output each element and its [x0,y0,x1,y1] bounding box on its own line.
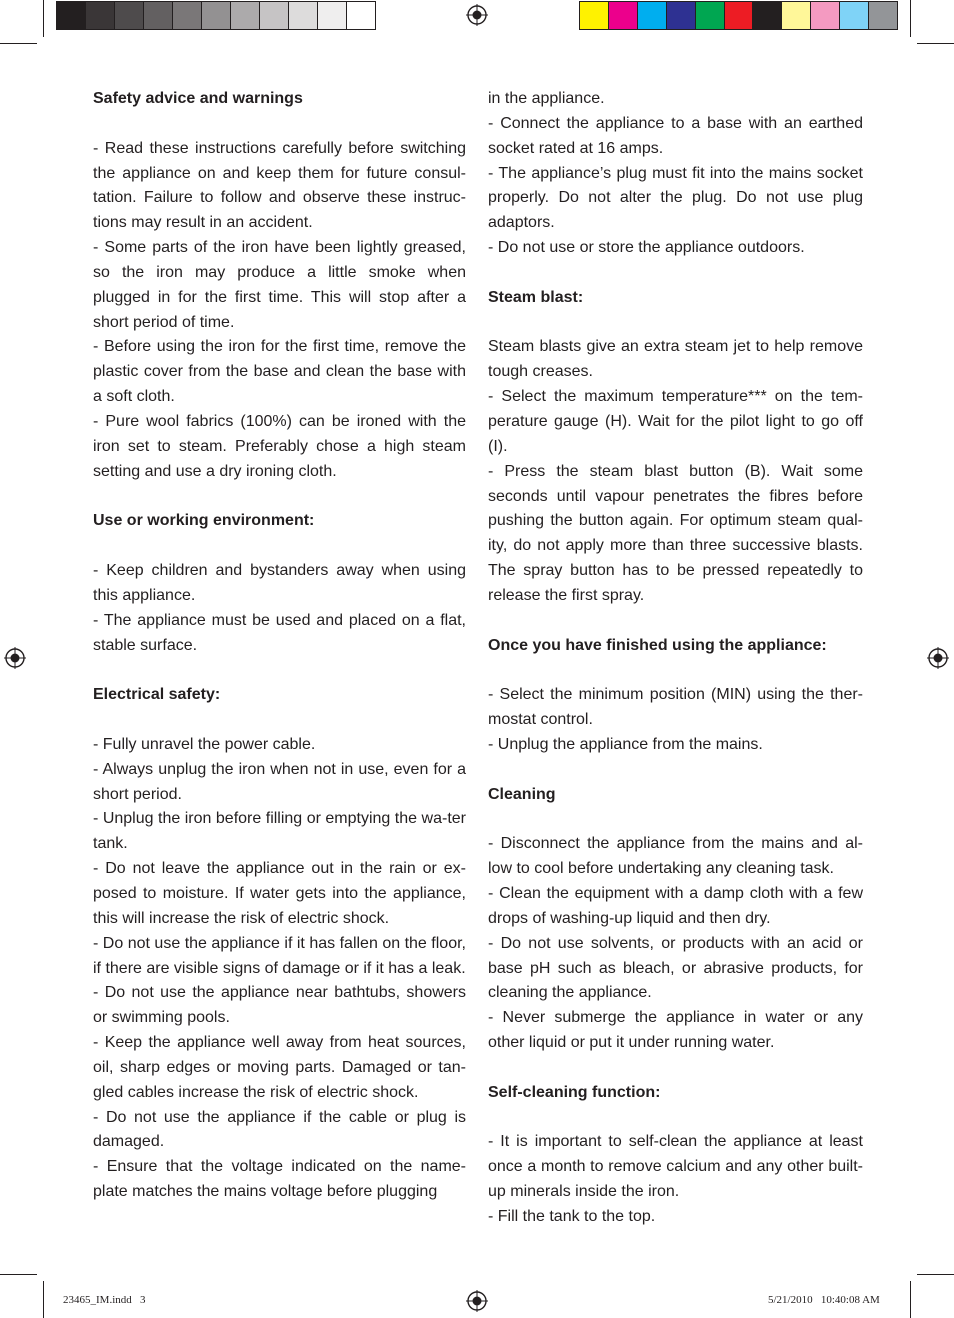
section-heading: Safety advice and warnings [93,90,303,107]
registration-mark-icon [466,1290,488,1312]
paragraph: - Select the minimum position (MIN) using the ther-mostat control. [488,686,863,729]
paragraph: - Fill the tank to the top. [488,1207,656,1225]
paragraph: in the appliance. [488,90,605,107]
paragraph: - Do not use the appliance near bathtubs, showers or swimming pools. [93,984,466,1027]
color-swatch [839,2,868,29]
slug-filename: 23465_IM.indd 3 [63,1294,146,1306]
paragraph: - Do not use or store the appliance outdoors. [488,239,805,257]
crop-mark [0,1274,37,1275]
color-swatch [695,2,724,29]
registration-mark-icon [466,4,488,26]
paragraph: - Do not leave the appliance out in the rain or ex-posed to moisture. If water gets into the appliance, this will increase the risk of electric shock. [93,860,466,927]
color-swatch [346,2,375,29]
color-swatch [85,2,114,29]
section-heading: Steam blast: [488,288,584,306]
spacer [93,485,466,510]
spacer [488,311,863,336]
spacer [93,658,466,683]
spacer [488,658,863,683]
crop-mark [910,0,911,37]
slug-timestamp: 5/21/2010 10:40:08 AM [768,1294,880,1306]
paragraph: - Keep the appliance well away from heat sources, oil, sharp edges or moving parts. Damaged or tan-gled cables increase the risk of electric shock. [93,1034,466,1101]
paragraph: - It is important to self-clean the appliance at least once a month to remove calcium and any other built-up minerals inside the iron. [488,1133,863,1201]
paragraph: - Unplug the iron before filling or emptying the wa-ter tank. [93,810,466,853]
color-swatch [317,2,346,29]
color-swatch [57,2,85,29]
paragraph: - Clean the equipment with a damp cloth with a few drops of washing-up liquid and then dry. [488,885,863,927]
color-swatch [259,2,288,29]
paragraph: - Pure wool fabrics (100%) can be ironed with the iron set to steam. Preferably chose a high steam setting and use a dry ironing cloth. [93,412,466,480]
paragraph: - Before using the iron for the first time, remove the plastic cover from the base and clean the base with a soft cloth. [93,338,466,406]
color-swatch [143,2,172,29]
paragraph: - The appliance’s plug must fit into the mains socket properly. Do not alter the plug. Do not use plug adaptors. [488,164,863,232]
paragraph: - Do not use the appliance if the cable or plug is damaged. [93,1108,466,1151]
color-swatch [637,2,666,29]
crop-mark [910,1281,911,1318]
spacer [488,609,863,634]
paragraph: - Select the maximum temperature*** on the tem-perature gauge (H). Wait for the pilot light to go off (I). [488,388,863,455]
paragraph: - Some parts of the iron have been lightly greased, so the iron may produce a little smoke when plugged in for the first time. This will stop after a short period of time. [93,239,466,331]
crop-mark [917,1274,954,1275]
registration-mark-icon [927,647,949,669]
paragraph: - Always unplug the iron when not in use, even for a short period. [93,760,466,803]
paragraph: Steam blasts give an extra steam jet to help remove tough creases. [488,338,863,381]
process-color-bar [579,1,898,30]
right-text-column [488,87,863,1230]
spacer [93,708,466,733]
spacer [488,1056,863,1081]
color-swatch [608,2,637,29]
paragraph: - Connect the appliance to a base with an earthed socket rated at 16 amps. [488,114,863,157]
paragraph: - The appliance must be used and placed on a flat, stable surface. [93,611,466,654]
color-swatch [781,2,810,29]
spacer [488,758,863,783]
crop-mark [43,1281,44,1318]
spacer [488,1106,863,1131]
left-text-column [93,87,466,1205]
paragraph: - Keep children and bystanders away when using this appliance. [93,562,466,604]
color-swatch [201,2,230,29]
spacer [488,261,863,286]
section-heading: Cleaning [488,785,556,803]
section-heading: Use or working environment: [93,512,315,530]
paragraph: - Press the steam blast button (B). Wait some seconds until vapour penetrates the fibres before pushing the button again. For optimum steam qual-ity, do not apply more than three successive blasts. The spray button has to be pressed repeatedly to release the first spray. [488,462,863,604]
color-swatch [810,2,839,29]
paragraph: - Read these instructions carefully before switching the appliance on and keep them for future consul-tation. Failure to follow and observe these instruc-tions may result in an accident. [93,139,466,232]
paragraph: - Ensure that the voltage indicated on the name-plate matches the mains voltage before plugging [93,1158,466,1201]
section-heading: Electrical safety: [93,686,221,704]
color-swatch [114,2,143,29]
grayscale-color-bar [56,1,376,30]
color-swatch [868,2,897,29]
paragraph: - Do not use the appliance if it has fallen on the floor, if there are visible signs of damage or if it has a leak. [93,934,466,977]
spacer [93,112,466,137]
section-heading: Once you have finished using the appliance: [488,636,827,654]
spacer [93,534,466,559]
color-swatch [230,2,259,29]
paragraph: - Never submerge the appliance in water or any other liquid or put it under running water. [488,1009,863,1052]
crop-mark [917,43,954,44]
crop-mark [0,43,37,44]
color-swatch [666,2,695,29]
paragraph: - Do not use solvents, or products with an acid or base pH such as bleach, or abrasive products, for cleaning the appliance. [488,934,863,1002]
color-swatch [580,2,608,29]
paragraph: - Unplug the appliance from the mains. [488,735,763,753]
color-swatch [752,2,781,29]
spacer [488,807,863,832]
color-swatch [724,2,753,29]
registration-mark-icon [4,647,26,669]
color-swatch [288,2,317,29]
section-heading: Self-cleaning function: [488,1083,661,1101]
crop-mark [43,0,44,37]
paragraph: - Fully unravel the power cable. [93,735,316,753]
paragraph: - Disconnect the appliance from the mains and al-low to cool before undertaking any cleaning task. [488,835,863,878]
color-swatch [172,2,201,29]
